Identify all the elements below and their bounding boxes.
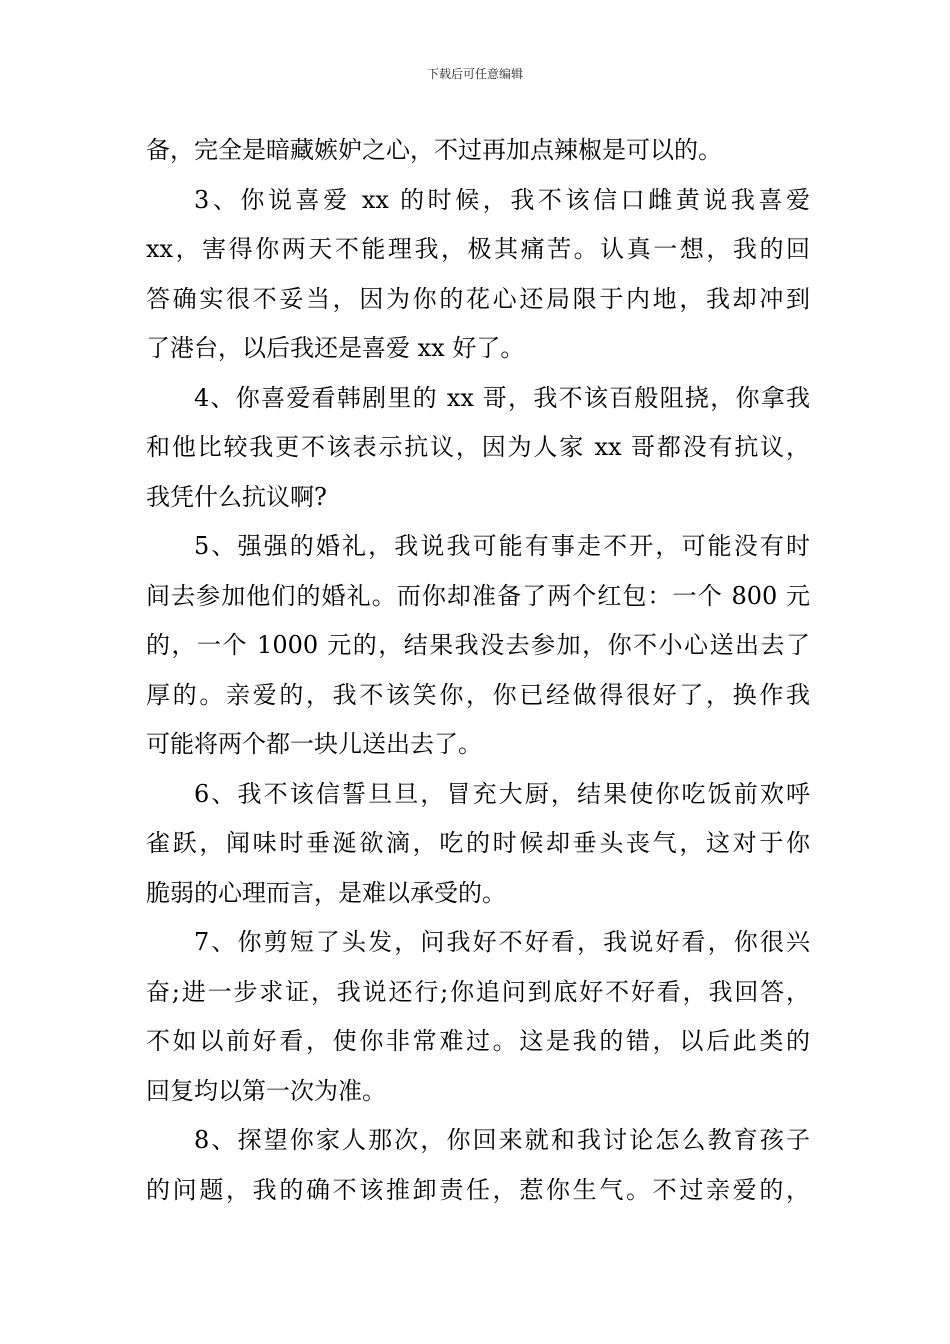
text-line: 不如以前好看，使你非常难过。这是我的错，以后此类的 (146, 1027, 810, 1055)
text-line: 备，完全是暗藏嫉妒之心，不过再加点辣椒是可以的。 (146, 136, 722, 164)
page-header-note: 下载后可任意编辑 (426, 67, 523, 81)
text-line: 的，一个 1000 元的，结果我没去参加，你不小心送出去了 (146, 631, 810, 659)
text-line: 奋;进一步求证，我说还行;你追问到底好不好看，我回答， (146, 977, 810, 1006)
document-body (146, 126, 810, 1215)
text-line: 回复均以第一次为准。 (146, 1076, 386, 1105)
text-line: 我凭什么抗议啊? (146, 482, 327, 511)
text-line: 4、你喜爱看韩剧里的 xx 哥，我不该百般阻挠，你拿我 (194, 383, 810, 412)
text-line: 可能将两个都一块儿送出去了。 (146, 730, 482, 758)
text-line: 5、强强的婚礼，我说我可能有事走不开，可能没有时 (194, 532, 810, 560)
text-line: 厚的。亲爱的，我不该笑你，你已经做得很好了，换作我 (146, 680, 810, 709)
text-line: 7、你剪短了头发，问我好不好看，我说好看，你很兴 (194, 928, 810, 956)
text-line: 3、你说喜爱 xx 的时候，我不该信口雌黄说我喜爱 (194, 185, 810, 214)
text-line: 了港台，以后我还是喜爱 xx 好了。 (146, 334, 525, 362)
text-line: 和他比较我更不该表示抗议，因为人家 xx 哥都没有抗议， (146, 433, 810, 461)
text-line: 雀跃，闻味时垂涎欲滴，吃的时候却垂头丧气，这对于你 (146, 829, 810, 857)
text-line: 脆弱的心理而言，是难以承受的。 (146, 878, 506, 907)
text-line: 答确实很不妥当，因为你的花心还局限于内地，我却冲到 (146, 284, 810, 313)
text-line: 6、我不该信誓旦旦，冒充大厨，结果使你吃饭前欢呼 (194, 779, 810, 808)
text-line: 8、探望你家人那次，你回来就和我讨论怎么教育孩子 (194, 1126, 810, 1154)
text-line: xx，害得你两天不能理我，极其痛苦。认真一想，我的回 (146, 235, 810, 263)
text-line: 的问题，我的确不该推卸责任，惹你生气。不过亲爱的， (146, 1175, 810, 1204)
text-line: 间去参加他们的婚礼。而你却准备了两个红包：一个 800 元 (146, 581, 810, 610)
